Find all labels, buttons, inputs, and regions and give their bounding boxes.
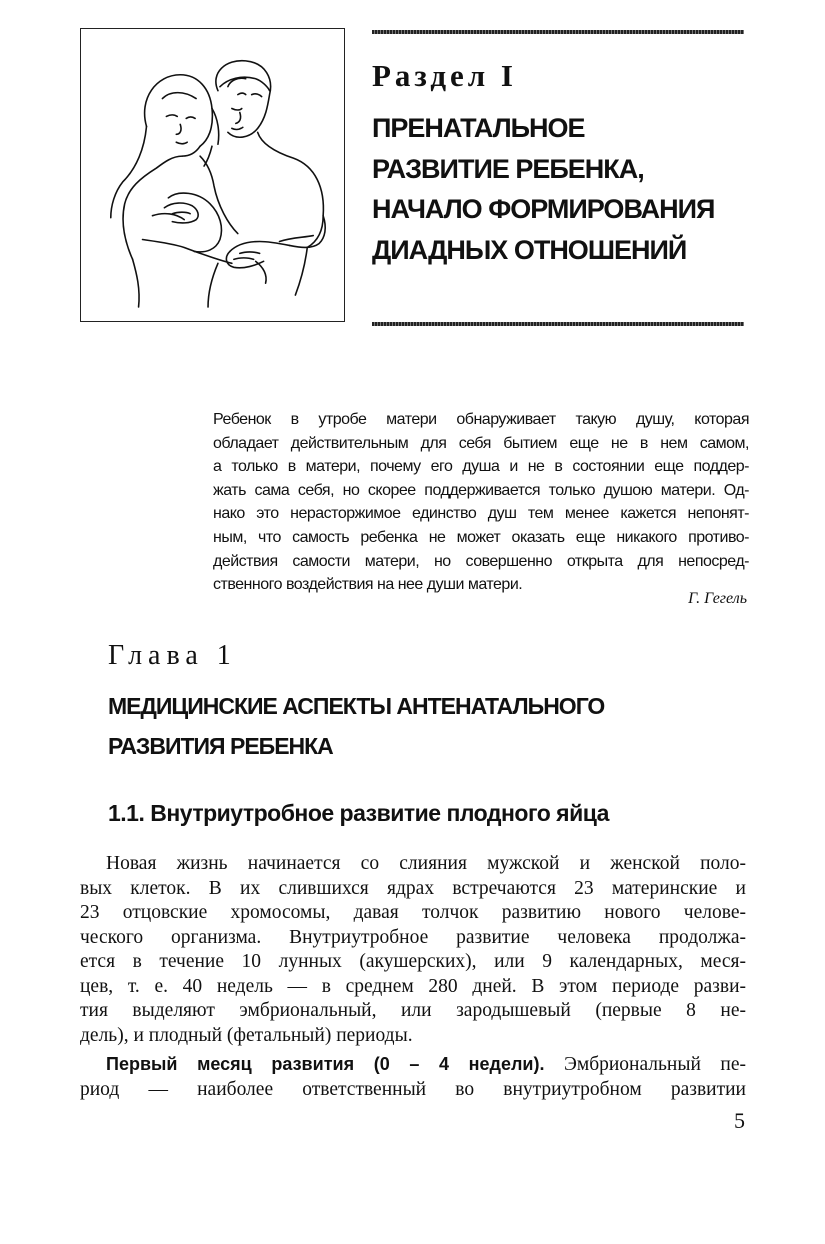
couple-pregnancy-icon [81, 29, 344, 321]
epigraph-line: Ребенок в утробе матери обнаруживает такую душу, которая [213, 411, 749, 428]
chapter-title [108, 686, 748, 766]
section-title-line: НАЧАЛО ФОРМИРОВАНИЯ [372, 194, 715, 224]
body-line: ческого организма. Внутриутробное развитие человека продолжа- [80, 926, 746, 948]
body-line: ется в течение 10 лунных (акушерских), или 9 календарных, меся- [80, 951, 746, 972]
paragraph-lead-rest: Эмбриональный пе- [544, 1054, 747, 1075]
top-decorative-rule [372, 30, 744, 34]
body-line: дель), и плодный (фетальный) периоды. [80, 1024, 413, 1046]
section-label: Раздел I [372, 58, 517, 93]
subsection-title: 1.1. Внутриутробное развитие плодного яйца [108, 800, 609, 826]
page-number: 5 [734, 1108, 745, 1133]
couple-pregnancy-illustration [80, 28, 345, 322]
body-line: вых клеток. В их слившихся ядрах встречаются 23 материнские и [80, 877, 746, 899]
body-line: 23 отцовские хромосомы, давая толчок развитию нового челове- [80, 902, 746, 923]
paragraph-lead-bold: Первый месяц развития (0 – 4 недели). [106, 1054, 545, 1074]
epigraph-line: нако это нерасторжимое единство душ тем менее кажется непонят- [213, 505, 749, 523]
body-line: тия выделяют эмбриональный, или зародышевый (первые 8 не- [80, 1000, 746, 1021]
section-title-line: РАЗВИТИЕ РЕБЕНКА, [372, 153, 644, 184]
section-title [372, 108, 752, 270]
epigraph-line: обладает действительным для себя бытием еще не в нем самом, [213, 434, 749, 452]
body-line [80, 1052, 746, 1078]
bottom-decorative-rule [372, 322, 744, 326]
body-line: Новая жизнь начинается со слияния мужской и женской поло- [106, 853, 746, 874]
epigraph-line: ным, что самость ребенка не может оказать еще никакого противо- [213, 528, 749, 546]
body-text [80, 852, 746, 1102]
body-line: цев, т. е. 40 недель — в среднем 280 дней. В этом периоде разви- [80, 975, 746, 997]
section-title-line: ДИАДНЫХ ОТНОШЕНИЙ [372, 234, 687, 265]
epigraph-author: Г. Гегель [688, 590, 747, 607]
epigraph [213, 408, 749, 597]
epigraph-line: жать сама себя, но скорее поддерживается только душою матери. Од- [213, 481, 749, 499]
epigraph-line: ственного воздействия на нее души матери. [213, 576, 523, 594]
chapter-title-line: МЕДИЦИНСКИЕ АСПЕКТЫ АНТЕНАТАЛЬНОГО [108, 693, 605, 719]
section-title-line: ПРЕНАТАЛЬНОЕ [372, 113, 585, 143]
epigraph-line: действия самости матери, но совершенно открыта для непосред- [213, 552, 749, 570]
chapter-label: Глава 1 [108, 640, 237, 671]
chapter-title-line: РАЗВИТИЯ РЕБЕНКА [108, 733, 333, 759]
body-line: риод — наиболее ответственный во внутриутробном развитии [80, 1078, 746, 1100]
epigraph-line: а только в матери, почему его душа и не в состоянии еще поддер- [213, 458, 749, 476]
